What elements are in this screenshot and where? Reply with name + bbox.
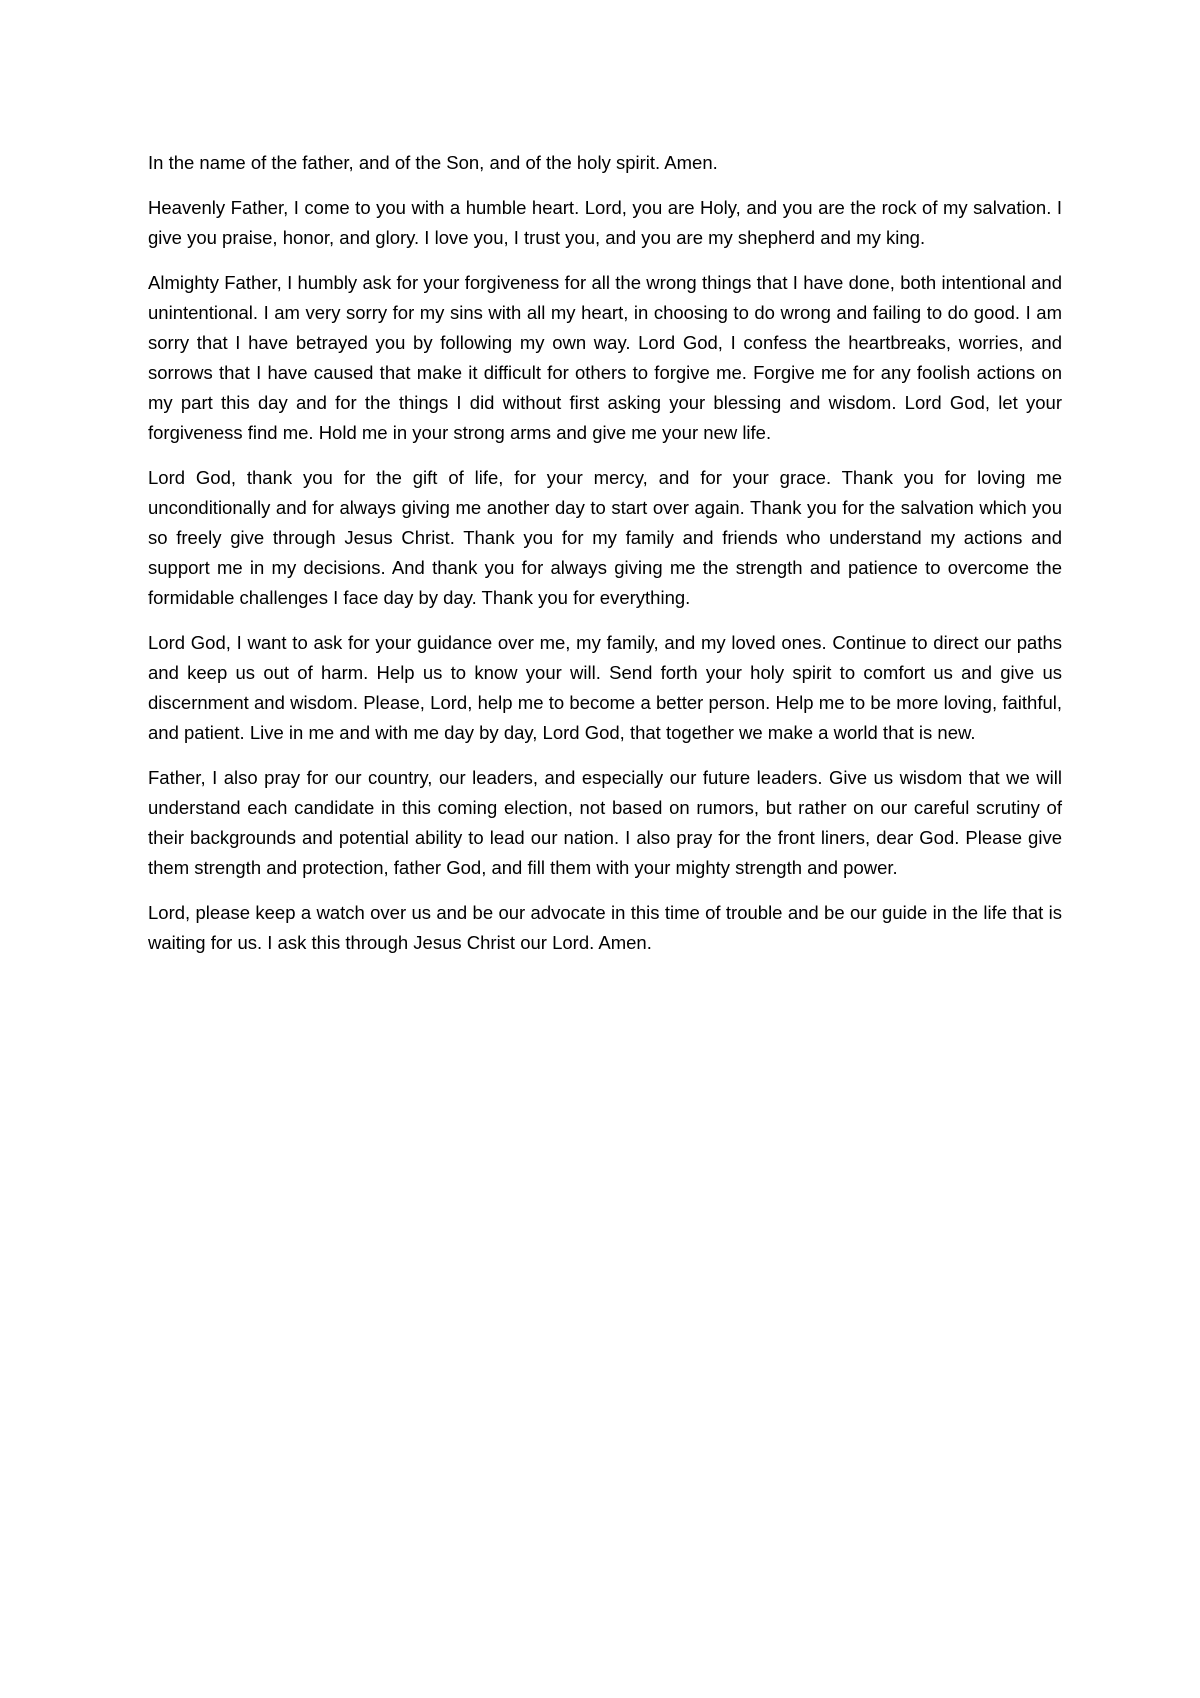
paragraph-invocation: In the name of the father, and of the Son, and of the holy spirit. Amen. xyxy=(148,152,718,173)
paragraph-praise: Heavenly Father, I come to you with a humble heart. Lord, you are Holy, and you are the rock of my salvation. I give you praise, honor, and glory. I love you, I trust you, and you are my shepherd and my king. xyxy=(148,197,1062,248)
paragraph-closing: Lord, please keep a watch over us and be our advocate in this time of trouble and be our guide in the life that is waiting for us. I ask this through Jesus Christ our Lord. Amen. xyxy=(148,902,1062,953)
document-body xyxy=(148,148,1062,973)
paragraph-guidance: Lord God, I want to ask for your guidance over me, my family, and my loved ones. Continue to direct our paths and keep us out of harm. Help us to know your will. Send forth your holy spirit to comfort us and give us discernment and wisdom. Please, Lord, help me to become a better person. Help me to be more loving, faithful, and patient. Live in me and with me day by day, Lord God, that together we make a world that is new. xyxy=(148,632,1062,743)
paragraph-thanksgiving: Lord God, thank you for the gift of life, for your mercy, and for your grace. Thank you for loving me unconditionally and for always giving me another day to start over again. Thank you for the salvation which you so freely give through Jesus Christ. Thank you for my family and friends who understand my actions and support me in my decisions. And thank you for always giving me the strength and patience to overcome the formidable challenges I face day by day. Thank you for everything. xyxy=(148,467,1062,608)
paragraph-country-leaders: Father, I also pray for our country, our leaders, and especially our future leaders. Give us wisdom that we will understand each candidate in this coming election, not based on rumors, but rather on our careful scrutiny of their backgrounds and potential ability to lead our nation. I also pray for the front liners, dear God. Please give them strength and protection, father God, and fill them with your mighty strength and power. xyxy=(148,767,1062,878)
paragraph-forgiveness: Almighty Father, I humbly ask for your forgiveness for all the wrong things that I have done, both intentional and unintentional. I am very sorry for my sins with all my heart, in choosing to do wrong and failing to do good. I am sorry that I have betrayed you by following my own way. Lord God, I confess the heartbreaks, worries, and sorrows that I have caused that make it difficult for others to forgive me. Forgive me for any foolish actions on my part this day and for the things I did without first asking your blessing and wisdom. Lord God, let your forgiveness find me. Hold me in your strong arms and give me your new life. xyxy=(148,272,1062,443)
